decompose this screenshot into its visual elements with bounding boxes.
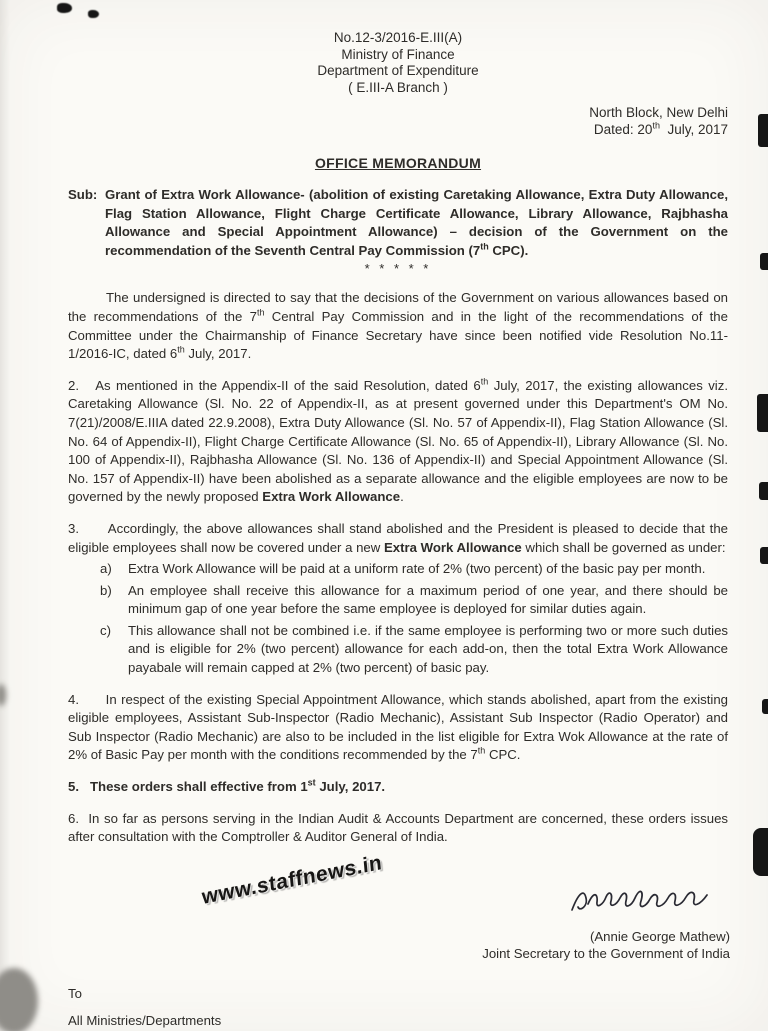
subject-label: Sub: [68,187,98,202]
place-date-block [68,105,728,138]
department-name: Department of Expenditure [317,63,479,78]
list-item [100,582,728,619]
list-item [100,622,728,678]
date-line [68,122,728,139]
scan-artifact [57,3,72,13]
list-item-label: c) [100,622,111,638]
list-item [100,560,728,579]
date-suffix: July, 2017 [659,121,728,137]
paragraph: 2. As mentioned in the Appendix-II of the said Resolution, dated 6th July, 2017, the existing allowances viz. Caretaking Allowance (Sl. No. 22 of Appendix-II, as at present governed under this Department's OM No. 7(21)/2008/E.IIIA dated 22.9.2008), Extra Duty Allowance (Sl. No. 57 of Appendix-II), Flag Station Allowance (Sl. No. 64 of Appendix-II), Flight Charge Certificate Allowance (Sl. No. 65 of Appendix-II), Library Allowance (Sl. No. 100 of Appendix-II), Rajbhasha Allowance (Sl. No. 136 of Appendix-II) and Special Appointment Allowance (Sl. No. 157 of Appendix-II) have been abolished as a separate allowance and the eligible employees are now to be governed by the newly proposed Extra Work Allowance. [68,376,728,505]
scan-artifact [758,114,768,147]
reference-number: No.12-3/2016-E.III(A) [333,30,463,45]
paragraph: The undersigned is directed to say that the decisions of the Government on various allowances based on the recommendations of the 7th Central Pay Commission and in the light of the recommendations of the Committee under the Chairmanship of Finance Secretary have since been notified vide Resolution No.11-1/2016-IC, dated 6th July, 2017. [68,290,728,362]
watermark: www.staffnews.in [200,850,384,910]
scan-artifact [753,828,768,876]
date-prefix: Dated: 20 [593,121,653,137]
scan-artifact [757,394,768,432]
paragraph: 5. These orders shall effective from 1st July, 2017. [68,777,386,795]
subject-text: Grant of Extra Work Allowance- (abolition of existing Caretaking Allowance, Extra Duty Allowance, Flag Station Allowance, Flight Charge Certificate Allowance, Library Allowance, Rajbhasha Allowance and Special Appointment Allowance) – decision of the Government on the recommendation of the Seventh Central Pay Commission (7th CPC). [105,187,728,258]
letterhead [68,30,728,96]
stars: * * * * * [364,261,432,277]
branch-name: ( E.III-A Branch ) [348,79,448,95]
list-item-text: This allowance shall not be combined i.e. if the same employee is performing two or more such duties and is eligible for 2% (two percent) allowance for each add-on, then the total Extra Work Allowance payabale will remain capped at 2% (two percent) of basic pay. [128,622,728,676]
scan-artifact [760,253,768,270]
signer-name: (Annie George Mathew) [589,929,730,944]
signature-block [460,874,730,962]
date-ordinal: th [652,120,660,130]
scan-artifact [759,482,768,500]
scan-artifact [88,10,99,18]
scan-artifact [0,968,38,1031]
list-item-label: b) [100,582,112,598]
list-item-text: An employee shall receive this allowance for a maximum period of one year, and there should be minimum gap of one year before the same employee is deployed for similar duties again. [128,582,728,617]
scan-artifact [762,699,768,714]
list-item-text: Extra Work Allowance will be paid at a uniform rate of 2% (two percent) of the basic pay per month. [128,561,706,577]
subject [68,186,728,260]
ministry-name: Ministry of Finance [341,46,455,62]
addressee: All Ministries/Departments [68,1013,222,1028]
left-edge-shading [0,0,10,1031]
handwritten-signature [566,874,716,922]
paragraph: 3. Accordingly, the above allowances shall stand abolished and the President is pleased to decide that the eligible employees shall now be covered under a new Extra Work Allowance which shall be governed as under: [68,520,728,555]
signer-designation: Joint Secretary to the Government of India [482,946,730,961]
document-body [68,186,728,847]
scan-artifact [760,547,768,564]
to-label: To [68,986,82,1001]
place-line: North Block, New Delhi [589,105,728,120]
memo-title: OFFICE MEMORANDUM [314,155,482,171]
list-item-label: a) [100,561,112,577]
paragraph: 6. In so far as persons serving in the Indian Audit & Accounts Department are concerned, these orders issues after consultation with the Comptroller & Auditor General of India. [68,810,728,845]
paragraph: 4. In respect of the existing Special Appointment Allowance, which stands abolished, apart from the existing eligible employees, Assistant Sub-Inspector (Radio Mechanic), Assistant Sub Inspector (Radio Operator) and Sub Inspector (Radio Mechanic) are also to be included in the list eligible for Extra Wok Allowance at the rate of 2% of Basic Pay per month with the conditions recommended by the 7th CPC. [68,691,728,763]
